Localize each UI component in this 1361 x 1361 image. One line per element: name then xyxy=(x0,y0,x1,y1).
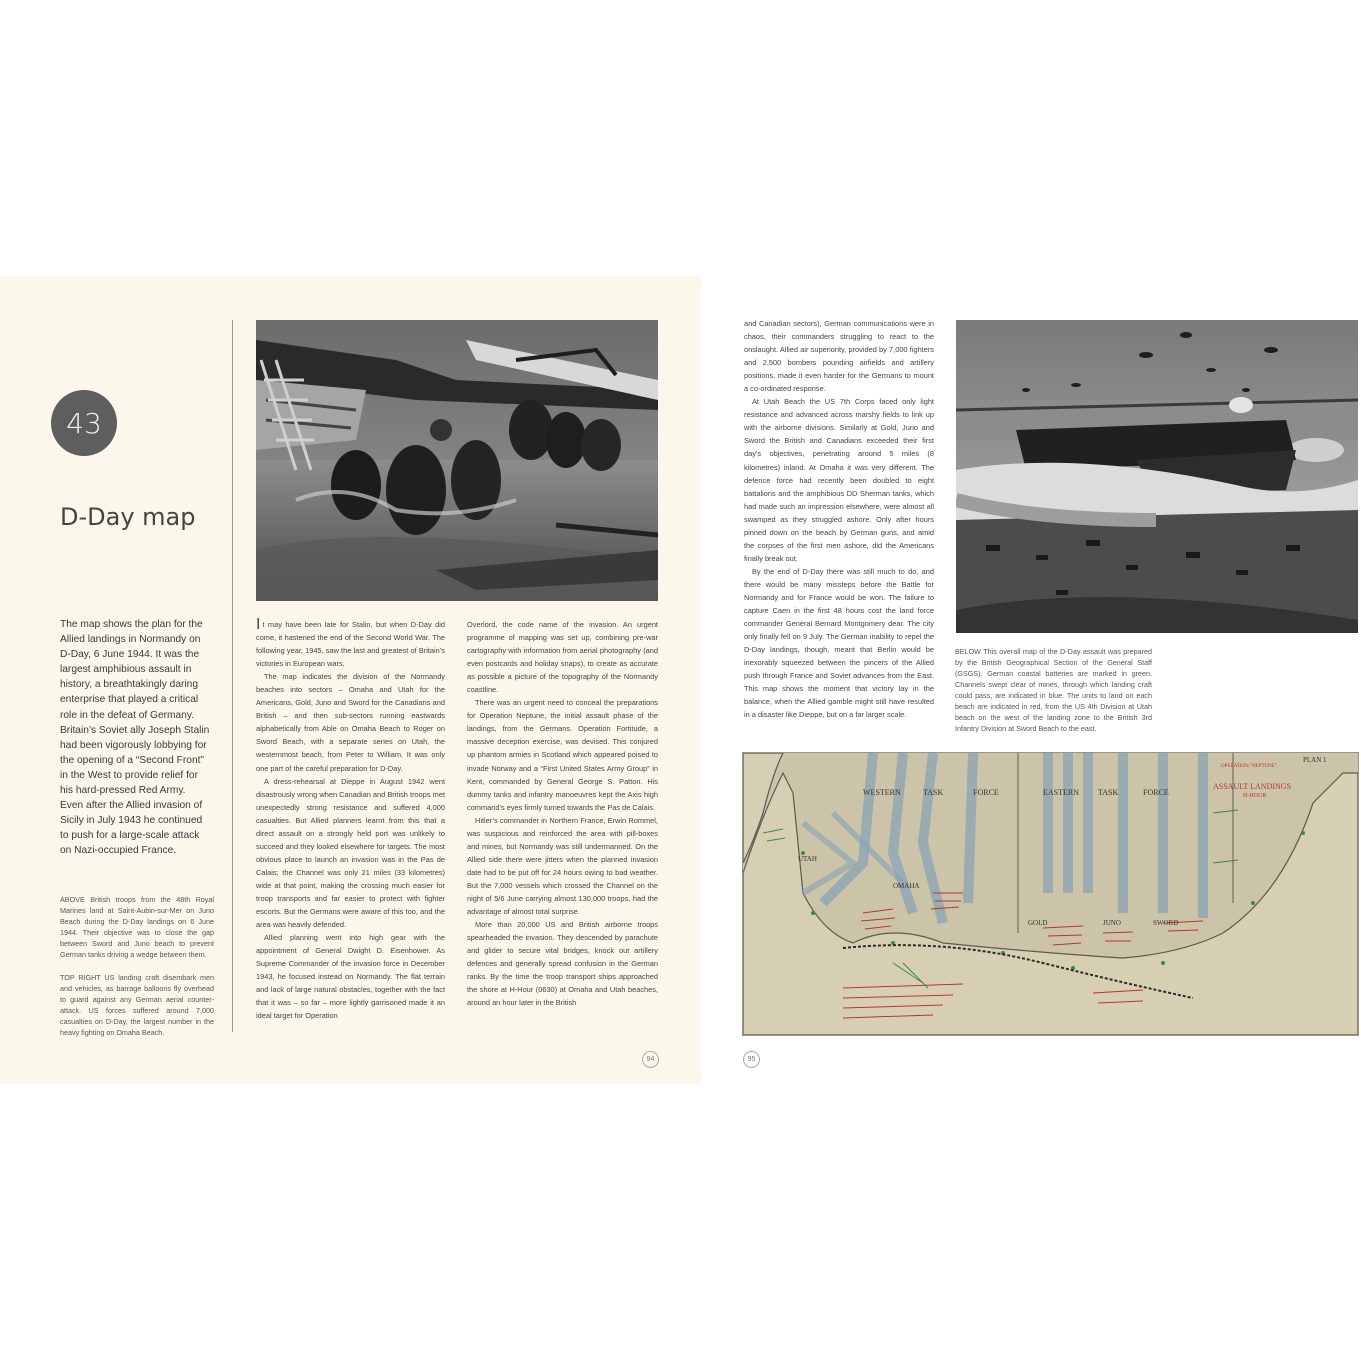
article-column-3 xyxy=(744,317,934,721)
map-label-eastern: EASTERN xyxy=(1043,788,1079,797)
page-number-left: 94 xyxy=(642,1051,659,1068)
map-label-juno: JUNO xyxy=(1103,919,1121,927)
article-column-2 xyxy=(467,618,658,1009)
map-heading-small: OPERATION "NEPTUNE" xyxy=(1221,764,1277,769)
map-plan-label: PLAN 1 xyxy=(1303,756,1327,764)
map-label-force-east: FORCE xyxy=(1143,788,1169,797)
caption-top-right: TOP RIGHT US landing craft disembark men and vehicles, as barrage balloons fly overhead to guard against any German aerial counter-attack. US forces suffered around 7,000 casualties on D-Day, the largest number in the heavy fighting on Omaha Beach. xyxy=(60,973,214,1037)
col1-paragraph-2: The map indicates the division of the Normandy beaches into sectors – Omaha and Utah for the Americans, Gold, Juno and Sword for the Canadians and British – and then sub-sectors running eastwards alphabetically from Able on Omaha Beach to Roger on Sword Beach, with a separate series on Utah, the westernmost beach, from Peter to William. It was only one part of the careful preparation for D-Day. xyxy=(256,672,445,773)
map-label-force-west: FORCE xyxy=(973,788,999,797)
map-label-gold: GOLD xyxy=(1028,919,1048,927)
col1-paragraph-3: A dress-rehearsal at Dieppe in August 1942 went disastrously wrong when Canadian and British troops met unexpectedly strong resistance and suffered 4,000 casualties. But Allied planners learnt from this that a direct assault on a strongly held port was unlikely to succeed and they looked elsewhere for targets. The most obvious place to launch an invasion was in the Pas de Calais; the Channel was only 21 miles (33 kilometres) wide at that point, making the crossing much easier for troop transports and far easier to protect with fighter escorts. But the Germans were aware of this too, and the area was heavily defended. xyxy=(256,776,445,930)
map-label-utah: UTAH xyxy=(798,855,817,863)
col3-paragraph-3: By the end of D-Day there was still much to do, and there would be many missteps before the Battle for Normandy and for France would be won. The failure to capture Caen in the first 48 hours cost the land force commander General Bernard Montgomery dear. The city only finally fell on 9 July. The German inability to repel the D-Day landings, though, meant that Berlin would be inexorably squeezed between the pincers of the Allied push through France and Soviet advances from the East. This map shows the moment that victory lay in the balance, when the Allied gamble might still have resulted in a disaster like Dieppe, but on a far larger scale. xyxy=(744,566,934,720)
landing-craft-photo xyxy=(956,320,1358,633)
column-divider xyxy=(232,320,233,1032)
map-subheading: H-HOUR xyxy=(1243,793,1267,799)
page-number-right: 95 xyxy=(743,1051,760,1068)
col2-paragraph-3: Hitler’s commander in Northern France, Erwin Rommel, was suspicious and reinforced the area with pill-boxes and mines, but Normandy was still undermanned. On the Allied side there were jitters when the planned invasion date had to be put off for 24 hours owing to bad weather. But the 7,000 vessels which crossed the Channel on the night of 5/6 June carrying almost 130,000 troops, had the advantage of almost total surprise. xyxy=(467,815,658,917)
page-title: D-Day map xyxy=(60,503,196,531)
drop-cap: I xyxy=(256,616,261,633)
map-label-sword: SWORD xyxy=(1153,919,1179,927)
caption-below: BELOW This overall map of the D-Day assault was prepared by the British Geographical Section of the General Staff (GSGS). German coastal batteries are marked in green. Channels swept clear of mines, through which landing craft could pass, are indicated in blue. The units to land on each beach are indicated in red, from the US 4th Division at Utah beach on the west of the landing zone to the British 3rd Infantry Division at Sword Beach to the east. xyxy=(955,647,1152,733)
royal-marines-landing-photo xyxy=(256,320,658,601)
intro-paragraph: The map shows the plan for the Allied landings in Normandy on D-Day, 6 June 1944. It was the largest amphibious assault in history, a breathtakingly daring enterprise that played a critical role in the defeat of Germany. Britain’s Soviet ally Joseph Stalin had been vigorously lobbying for the opening of a “Second Front” in the West to provide relief for his hard-pressed Red Army. Even after the Allied invasion of Sicily in July 1943 he continued to push for a large-scale attack on Nazi-occupied France. xyxy=(60,619,210,857)
article-column-1 xyxy=(256,618,445,1022)
col2-paragraph-1: Overlord, the code name of the invasion. An urgent programme of mapping was set up, combining pre-war cartography with information from aerial photography (and even postcards and holiday snaps), to create as accurate as possible a picture of the topography of the Normandy coastline. xyxy=(467,620,658,695)
col3-paragraph-1: and Canadian sectors), German communications were in chaos, their commanders struggling to react to the onslaught. Allied air superiority, provided by 7,000 fighters and 2,500 bombers pounding airfields and artillery positions, made it even harder for the Germans to mount a co-ordinated response. xyxy=(744,319,934,394)
map-label-task-west: TASK xyxy=(923,788,944,797)
col2-paragraph-2: There was an urgent need to conceal the preparations for Operation Neptune, the initial assault phase of the landings, from the Germans. Operation Fortitude, a massive deception exercise, was devised. This conjured up phantom armies in Scotland which appeared poised to invade Norway and a “First United States Army Group” in Kent, commanded by General George S. Patton. His dummy tanks and infantry manoeuvres kept the Axis high command’s eyes firmly turned towards the Pas de Calais. xyxy=(467,698,658,812)
col1-paragraph-4: Allied planning went into high gear with the appointment of General Dwight D. Eisenhower. As Supreme Commander of the invasion force in December 1943, he focused instead on Normandy. The flat terrain and lack of large natural obstacles, together with the fact that it was – so far – more lightly garrisoned made it an ideal target for Operation xyxy=(256,933,445,1021)
assault-landings-map xyxy=(742,752,1359,1036)
col1-paragraph-1: t may have been late for Stalin, but when D-Day did come, it hastened the end of the Second World War. The following year, 1945, saw the last and greatest of Britain’s victories in European wars. xyxy=(256,620,445,669)
caption-above: ABOVE British troops from the 48th Royal Marines land at Saint-Aubin-sur-Mer on Juno Beach during the D-Day landings on 6 June 1944. Their objective was to close the gap between Sword and Juno beach to prevent German tanks driving a wedge between them. xyxy=(60,895,214,959)
map-label-task-east: TASK xyxy=(1098,788,1119,797)
map-label-western: WESTERN xyxy=(863,788,901,797)
col2-paragraph-4: More than 20,000 US and British airborne troops spearheaded the invasion. They descended by parachute and glider to secure vital bridges, knock out artillery defences and generally spread confusion in the German ranks. By the time the troop transport ships approached the shore at H-Hour (0630) at Omaha and Utah beaches, around an hour later in the British xyxy=(467,920,658,1008)
map-label-omaha: OMAHA xyxy=(893,882,920,890)
map-heading: ASSAULT LANDINGS xyxy=(1213,782,1292,791)
chapter-number: 43 xyxy=(66,406,102,440)
chapter-number-badge xyxy=(51,390,117,456)
col3-paragraph-2: At Utah Beach the US 7th Corps faced only light resistance and advanced across marshy fields to link up with the airborne divisions. Similarly at Gold, Juno and Sword the British and Canadians exceeded their first day’s objectives, penetrating around 5 miles (8 kilometres) inland. At Omaha it was very different. The defence force had recently been doubled to eight battalions and the amphibious DD Sherman tanks, which had made such an impression elsewhere, were almost all swamped as they struggled ashore. Only after hours pinned down on the beach by German guns, and amid the corpses of the first men ashore, did the Americans finally break out. xyxy=(744,397,934,563)
